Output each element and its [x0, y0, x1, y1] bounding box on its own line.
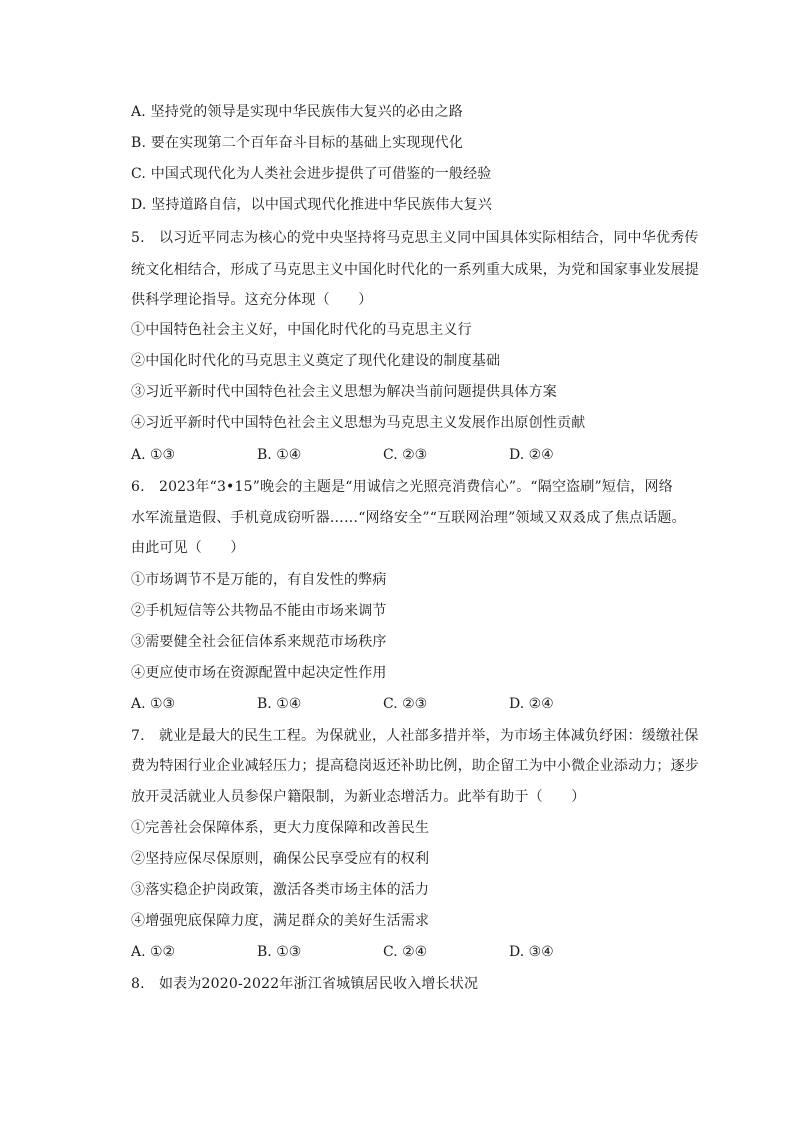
- q7-choice-c: C. ②④: [383, 944, 428, 960]
- q6-choices: [131, 694, 691, 714]
- q6-item-2: ②手机短信等公共物品不能由市场来调节: [131, 603, 387, 619]
- q4-option-b: B. 要在实现第二个百年奋斗目标的基础上实现现代化: [131, 135, 464, 151]
- q7-choice-a: A. ①②: [131, 944, 176, 960]
- q5-choice-c: C. ②③: [383, 447, 428, 463]
- q6-item-4: ④更应使市场在资源配置中起决定性作用: [131, 665, 387, 681]
- q4-option-d: D. 坚持道路自信，以中国式现代化推进中华民族伟大复兴: [131, 197, 493, 213]
- q5-choice-d: D. ②④: [509, 447, 554, 463]
- q4-option-c: C. 中国式现代化为人类社会进步提供了可借鉴的一般经验: [131, 166, 492, 182]
- q5-stem-line2: 统文化相结合，形成了马克思主义中国化时代化的一系列重大成果，为党和国家事业发展提: [131, 262, 699, 278]
- q7-choice-d: D. ③④: [509, 944, 554, 960]
- q6-stem-line1: 6. 2023年“3•15”晚会的主题是“用诚信之光照亮消费信心”。“隔空盗刷”短信，网络: [131, 479, 673, 495]
- q7-item-4: ④增强兜底保障力度，满足群众的美好生活需求: [131, 913, 430, 929]
- q5-item-2: ②中国化时代化的马克思主义奠定了现代化建设的制度基础: [131, 353, 501, 369]
- q5-item-4: ④习近平新时代中国特色社会主义思想为马克思主义发展作出原创性贡献: [131, 415, 586, 431]
- q6-choice-b: B. ①④: [257, 696, 302, 712]
- q6-item-1: ①市场调节不是万能的，有自发性的弊病: [131, 572, 387, 588]
- q7-choices: [131, 942, 691, 962]
- q6-choice-a: A. ①③: [131, 696, 176, 712]
- q7-choice-b: B. ①③: [257, 944, 302, 960]
- q7-stem-line2: 费为特困行业企业减轻压力；提高稳岗返还补助比例，助企留工为中小微企业添动力；逐步: [131, 758, 699, 774]
- q5-item-3: ③习近平新时代中国特色社会主义思想为解决当前问题提供具体方案: [131, 384, 557, 400]
- q4-option-a: A. 坚持党的领导是实现中华民族伟大复兴的必由之路: [131, 104, 464, 120]
- q5-item-1: ①中国特色社会主义好，中国化时代化的马克思主义行: [131, 322, 472, 338]
- q6-choice-c: C. ②③: [383, 696, 428, 712]
- q7-item-3: ③落实稳企护岗政策，激活各类市场主体的活力: [131, 882, 430, 898]
- q6-stem-line3: 由此可见（ ）: [131, 540, 245, 556]
- q7-stem-line1: 7. 就业是最大的民生工程。为保就业，人社部多措并举，为市场主体减负纾困：缓缴社保: [131, 728, 699, 744]
- q7-item-2: ②坚持应保尽保原则，确保公民享受应有的权利: [131, 851, 430, 867]
- q7-item-1: ①完善社会保障体系，更大力度保障和改善民生: [131, 820, 430, 836]
- q6-stem-line2: 水军流量造假、手机竟成窃听器……“网络安全”“互联网治理”领域又双叒成了焦点话题。: [131, 510, 686, 526]
- q7-stem-line3: 放开灵活就业人员参保户籍限制，为新业态增活力。此举有助于（ ）: [131, 789, 586, 805]
- q5-choice-b: B. ①④: [257, 447, 302, 463]
- q5-stem-line3: 供科学理论指导。这充分体现（ ）: [131, 292, 373, 308]
- q6-item-3: ③需要健全社会征信体系来规范市场秩序: [131, 634, 387, 650]
- q5-choice-a: A. ①③: [131, 447, 176, 463]
- q5-stem-line1: 5. 以习近平同志为核心的党中央坚持将马克思主义同中国具体实际相结合，同中华优秀传: [131, 230, 699, 246]
- q8-stem-line1: 8. 如表为2020-2022年浙江省城镇居民收入增长状况: [131, 976, 479, 992]
- q5-choices: [131, 445, 691, 465]
- q6-choice-d: D. ②④: [509, 696, 554, 712]
